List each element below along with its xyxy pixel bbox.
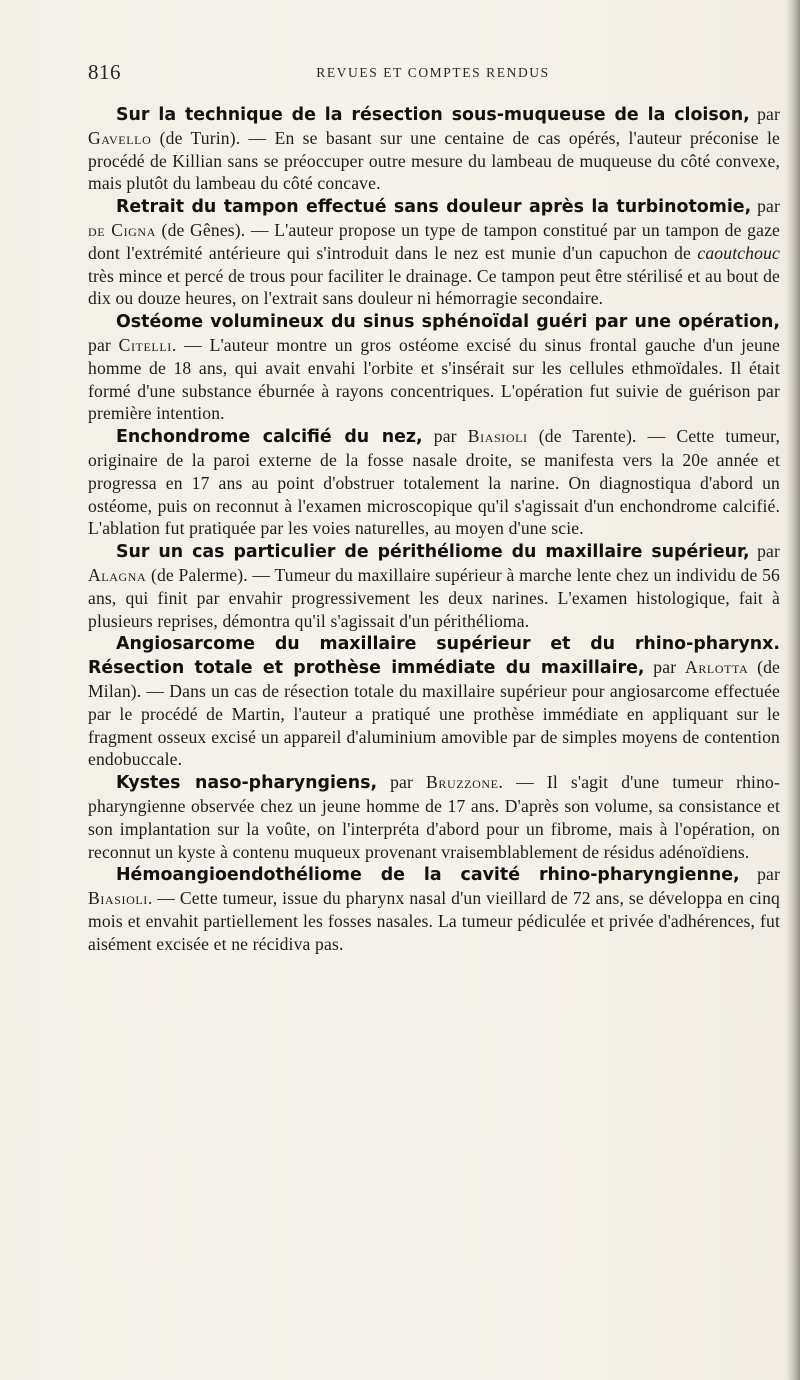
entry-text: . — Il s'agit d'une tumeur rhino-pharyngienne observée chez un jeune homme de 17 ans. D'après son volume, sa consistance et son implantation sur la voûte, on l'interpréta d'abord pour un fibrome, mais à l'opération, on reconnut un kyste à contenu muqueux provenant vraisemblablement de résidus adénoïdiens.: [88, 772, 780, 862]
entry-text: (de Gênes). — L'auteur propose un type de tampon constitué par un tampon de gaze dont l'extrémité antérieure qui s'introduit dans le nez est munie d'un capuchon de: [88, 219, 780, 263]
running-title: REVUES ET COMPTES RENDUS: [316, 65, 550, 80]
entry-text: (de Milan). — Dans un cas de résection totale du maxillaire supérieur pour angiosarcome effectuée par le procédé de Martin, l'auteur a pratiqué une prothèse immédiate en appliquant sur le fragment osseux excisé un appareil d'aluminium amovible par de simples moyens de contention endobuccale.: [88, 657, 781, 770]
entry-text: (de Tarente). — Cette tumeur, originaire de la paroi externe de la fosse nasale droite, se manifesta vers la 20e année et progressa en 17 ans au point d'obstruer totalement la narine. On diagnostiqua d'abord un ostéome, puis on reconnut à l'examen microscopique qu'il s'agissait d'un enchondrome calcifié. L'ablation fut pratiquée par les voies naturelles, au moyen d'une scie.: [88, 426, 781, 539]
entry-title: Sur la technique de la résection sous-muqueuse de la cloison,: [116, 105, 750, 125]
entry-italic-term: caoutchouc: [697, 242, 780, 263]
entry-hemoangioendotheliome: Hémoangioendothéliome de la cavité rhino-pharyngienne, par Biasioli. — Cette tumeur, issue du pharynx nasal d'un vieillard de 72 ans, se développa en cinq mois et envahit partiellement les fosses nasales. La tumeur pédiculée et privée d'adhérences, fut aisément excisée et ne récidiva pas.: [88, 864, 781, 954]
entry-angiosarcome: Angiosarcome du maxillaire supérieur et du rhino-pharynx. Résection totale et prothèse immédiate du maxillaire, par Arlotta (de Milan). — Dans un cas de résection totale du maxillaire supérieur pour angiosarcome effectuée par le procédé de Martin, l'auteur a pratiqué une prothèse immédiate en appliquant sur le fragment osseux excisé un appareil d'aluminium amovible par de simples moyens de contention endobuccale.: [88, 634, 781, 770]
entry-osteome-sinus: Ostéome volumineux du sinus sphénoïdal guéri par une opération, par Citelli. — L'auteur montre un gros ostéome excisé du sinus frontal gauche d'un jeune homme de 18 ans, qui avait envahi l'orbite et s'insérait sur les cellules ethmoïdales. Il était formé d'une substance éburnée à rayons concentriques. L'opération fut suivie de guérison par première intention.: [88, 312, 780, 424]
page-edge-shadow: [786, 0, 800, 1380]
entry-title: Kystes naso-pharyngiens,: [116, 773, 378, 794]
entry-text: (de Turin). — En se basant sur une centaine de cas opérés, l'auteur préconise le procédé de Killian sans se préoccuper outre mesure du lambeau de muqueuse du côté convexe, mais plutôt du lambeau du côté concave.: [88, 127, 780, 194]
entry-author: Citelli: [118, 334, 172, 355]
page-number: 816: [88, 60, 121, 84]
entry-text: . — L'auteur montre un gros ostéome excisé du sinus frontal gauche d'un jeune homme de 18 ans, qui avait envahi l'orbite et s'insérait sur les cellules ethmoïdales. Il était formé d'une substance éburnée à rayons concentriques. L'opération fut suivie de guérison par première intention.: [88, 334, 780, 424]
entry-title: Enchondrome calcifié du nez,: [116, 427, 423, 448]
entry-author: Gavello: [88, 127, 152, 148]
entry-title: Angiosarcome du maxillaire supérieur et du rhino-pharynx. Résection totale et prothèse immédiate du maxillaire,: [88, 634, 780, 679]
entry-author: Biasioli: [88, 888, 148, 909]
entry-text: . — Cette tumeur, issue du pharynx nasal d'un vieillard de 72 ans, se développa en cinq mois et envahit partiellement les fosses nasales. La tumeur pédiculée et privée d'adhérences, fut aisément excisée et ne récidiva pas.: [88, 888, 780, 954]
entry-title: Sur un cas particulier de périthéliome du maxillaire supérieur,: [116, 542, 750, 563]
review-body: [88, 103, 780, 955]
entry-perithelioma: Sur un cas particulier de périthéliome du maxillaire supérieur, par Alagna (de Palerme). — Tumeur du maxillaire supérieur à marche lente chez un individu de 56 ans, qui finit par envahir progressivement les deux narines. L'examen histologique, fait à plusieurs reprises, démontra qu'il s'agissait d'un périthélioma.: [88, 541, 780, 631]
entry-author: Biasioli: [467, 426, 528, 447]
entry-author: Arlotta: [685, 657, 749, 678]
entry-author: Alagna: [88, 564, 147, 585]
page-header: [88, 60, 778, 86]
entry-author: de Cigna: [88, 219, 156, 240]
entry-author: Bruzzone: [426, 772, 499, 793]
entry-text: (de Palerme). — Tumeur du maxillaire supérieur à marche lente chez un individu de 56 ans, qui finit par envahir progressivement les deux narines. L'examen histologique, fait à plusieurs reprises, démontra qu'il s'agissait d'un périthélioma.: [88, 564, 780, 631]
entry-title: Ostéome volumineux du sinus sphénoïdal guéri par une opération,: [116, 312, 780, 333]
entry-title: Retrait du tampon effectué sans douleur après la turbinotomie,: [116, 197, 752, 218]
entry-title: Hémoangioendothéliome de la cavité rhino-pharyngienne,: [116, 865, 740, 886]
entry-resection-cloison: Sur la technique de la résection sous-muqueuse de la cloison, par Gavello (de Turin). — En se basant sur une centaine de cas opérés, l'auteur préconise le procédé de Killian sans se préoccuper outre mesure du lambeau de muqueuse du côté convexe, mais plutôt du lambeau du côté concave.: [88, 104, 780, 194]
entry-kystes: Kystes naso-pharyngiens, par Bruzzone. — Il s'agit d'une tumeur rhino-pharyngienne observée chez un jeune homme de 17 ans. D'après son volume, sa consistance et son implantation sur la voûte, on l'interpréta d'abord pour un fibrome, mais à l'opération, on reconnut un kyste à contenu muqueux provenant vraisemblablement de résidus adénoïdiens.: [88, 772, 780, 862]
entry-text: très mince et percé de trous pour faciliter le drainage. Ce tampon peut être stérilisé et au bout de dix ou douze heures, on l'extrait sans douleur ni hémorragie secondaire.: [88, 265, 780, 309]
entry-retrait-tampon: Retrait du tampon effectué sans douleur après la turbinotomie, par de Cigna (de Gênes). — L'auteur propose un type de tampon constitué par un tampon de gaze dont l'extrémité antérieure qui s'introduit dans le nez est munie d'un capuchon de caoutchouc très mince et percé de trous pour faciliter le drainage. Ce tampon peut être stérilisé et au bout de dix ou douze heures, on l'extrait sans douleur ni hémorragie secondaire.: [88, 196, 780, 309]
entry-enchondrome: Enchondrome calcifié du nez, par Biasioli (de Tarente). — Cette tumeur, originaire de la paroi externe de la fosse nasale droite, se manifesta vers la 20e année et progressa en 17 ans au point d'obstruer totalement la narine. On diagnostiqua d'abord un ostéome, puis on reconnut à l'examen microscopique qu'il s'agissait d'un enchondrome calcifié. L'ablation fut pratiquée par les voies naturelles, au moyen d'une scie.: [88, 426, 781, 539]
